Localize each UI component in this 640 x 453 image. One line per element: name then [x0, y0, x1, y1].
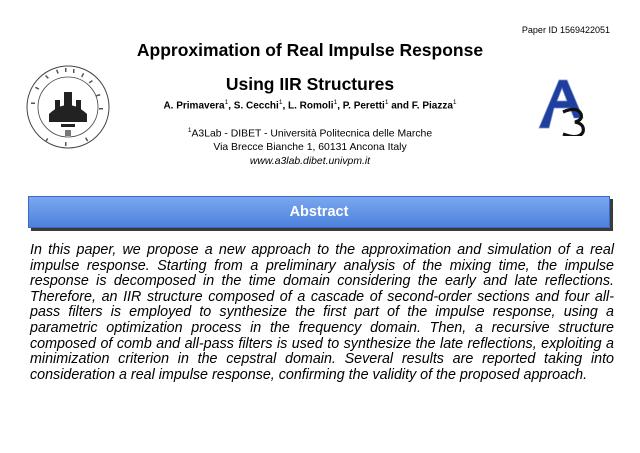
- affiliation-url: www.a3lab.dibet.univpm.it: [249, 156, 371, 168]
- author: A. Primavera: [163, 100, 225, 112]
- abstract-body: In this paper, we propose a new approach to the approximation and simulation of a real impulse response. Starting from a preliminary analysis of the mixing time, the impulse response is decomposed in the time domain considering the early and late reflections. Therefore, an IIR structure composed of a cascade of second-order sections and four all-pass filters is employed to synthesize the first part of the impulse response, using a parametric optimization process in the frequency domain. Then, a recursive structure composed of comb and all-pass filters is used to synthesize the late reflections, exploiting a minimization criterion in the cepstral domain. Several results are reported taking into consideration a real impulse response, confirming the validity of the proposed approach.: [30, 242, 614, 383]
- paper-id: Paper ID 1569422051: [521, 25, 610, 35]
- a3lab-logo-icon: [533, 74, 595, 136]
- affiliation: $^1$A3Lab - DIBET - Università Politecnica delle Marche Via Brecce Bianche 1, 60131 Ancona Italy www.a3lab.dibet.univpm.it: [100, 124, 520, 169]
- paper-title: [100, 33, 520, 101]
- title-line-2: Using IIR Structures: [225, 74, 395, 94]
- author: F. Piazza: [411, 100, 453, 112]
- author: S. Cecchi: [233, 100, 279, 112]
- abstract-heading: Abstract: [289, 204, 349, 220]
- author-list: A. Primavera$^1$, S. Cecchi$^1$, L. Romoli$^1$, P. Peretti$^1$ and F. Piazza$^1$: [163, 99, 457, 112]
- abstract-heading-bar: [28, 196, 610, 228]
- affiliation-address: Via Brecce Bianche 1, 60131 Ancona Italy: [213, 142, 407, 154]
- title-line-1: Approximation of Real Impulse Response: [136, 40, 484, 60]
- author: P. Peretti: [342, 100, 385, 112]
- university-seal-icon: [25, 64, 111, 150]
- affiliation-lab: A3Lab - DIBET - Università Politecnica delle Marche: [191, 128, 433, 140]
- author: L. Romoli: [288, 100, 334, 112]
